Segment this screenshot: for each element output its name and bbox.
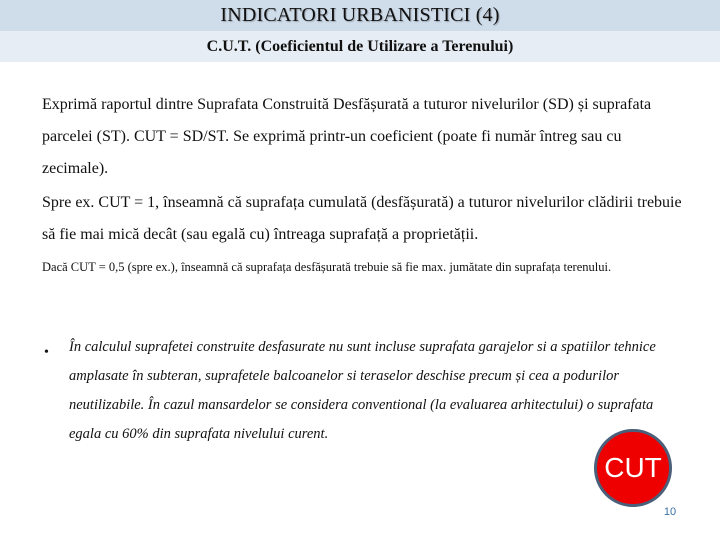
slide-subtitle: C.U.T. (Coeficientul de Utilizare a Terenului) bbox=[206, 38, 514, 55]
slide-title: INDICATORI URBANISTICI (4) bbox=[220, 4, 500, 26]
cut-badge bbox=[594, 429, 672, 507]
page-number: 10 bbox=[663, 506, 677, 518]
title-bar bbox=[0, 0, 720, 31]
example-note: Dacă CUT = 0,5 (spre ex.), înseamnă că suprafața desfășurată trebuie să fie max. jumătate din suprafața terenului. bbox=[42, 260, 612, 274]
example-paragraph: Spre ex. CUT = 1, înseamnă că suprafața cumulată (desfășurată) a tuturor nivelurilor clădirii trebuie să fie mai mică decât (sau egală cu) întreaga suprafață a proprietății. bbox=[42, 194, 682, 243]
bullet-marker: • bbox=[44, 345, 49, 360]
cut-badge-label: CUT bbox=[604, 452, 662, 483]
definition-paragraph: Exprimă raportul dintre Suprafata Construită Desfășurată a tuturor nivelurilor (SD) și suprafata parcelei (ST). CUT = SD/ST. Se exprimă printr-un coeficient (poate fi număr întreg sau cu zecimale). bbox=[42, 96, 652, 177]
subtitle-bar bbox=[0, 31, 720, 62]
bullet-item: În calculul suprafetei construite desfasurate nu sunt incluse suprafata garajelor si a spatiilor tehnice amplasate în subteran, suprafetele balcoanelor si teraselor deschise precum și cea a podurilor neutilizabile. În cazul mansardelor se considera conventional (la evaluarea arhitectului) o suprafata egala cu 60% din suprafata nivelului curent. bbox=[69, 339, 656, 442]
